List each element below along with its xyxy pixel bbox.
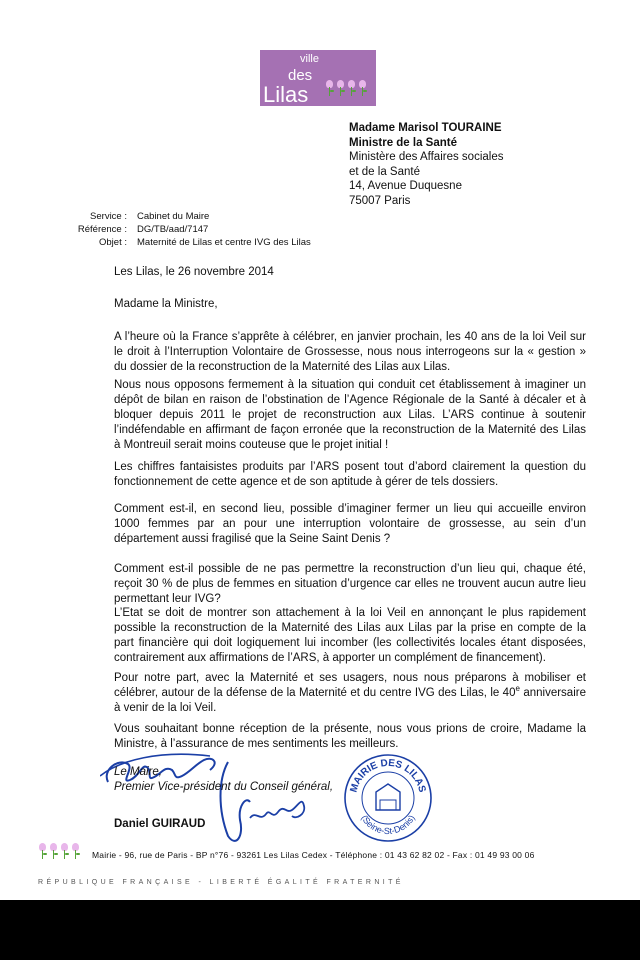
svg-text:MAIRIE DES LILAS <box>348 758 427 794</box>
signer-title-line1: Le Maire, <box>114 766 162 778</box>
body-paragraph: A l’heure où la France s’apprête à célébrer, en janvier prochain, les 40 ans de la loi Veil sur le droit à l’Interruption Volontaire de Grossesse, nous nous interrogeons sur la « gestion » du dossier de la reconstruction de la Maternité des Lilas aux Lilas. <box>114 331 586 373</box>
body-paragraph: Les chiffres fantaisistes produits par l’ARS posent tout d’abord clairement la question du fonctionnement de cette agence et de son aptitude à gérer de tels dossiers. <box>114 461 586 488</box>
official-stamp <box>340 752 436 844</box>
footer-contact: Mairie - 96, rue de Paris - BP n°76 - 93261 Les Lilas Cedex - Téléphone : 01 43 62 82 02 - Fax : 01 49 93 00 06 <box>92 850 535 860</box>
recipient-org-line2: et de la Santé <box>349 165 420 178</box>
recipient-street: 14, Avenue Duquesne <box>349 180 462 192</box>
ordinal-superscript: e <box>515 684 520 694</box>
recipient-address <box>349 121 503 208</box>
closing-paragraph: Vous souhaitant bonne réception de la présente, nous vous prions de croire, Madame la Ministre, à l’assurance de mes sentiments les meilleurs. <box>114 723 586 750</box>
stamp-bottom-text: (Seine-St-Denis) <box>359 813 417 837</box>
reference-value: DG/TB/aad/7147 <box>137 224 209 235</box>
body-paragraph: Comment est-il possible de ne pas permettre la reconstruction d’un lieu qui, chaque été, reçoit 30 % de plus de femmes en situation d’urgence car elles ne trouvent aucun autre lieu permettant leur IVG? <box>114 563 586 605</box>
body-paragraph <box>114 671 586 716</box>
body-paragraph: Nous nous opposons fermement à la situation qui conduit cet établissement à imaginer un dépôt de bilan en raison de l’obstination de l’Agence Régionale de la Santé à décaler et à bloquer depuis 2011 le projet de reconstruction aux Lilas. L’ARS continue à soutenir l’indéfendable en affirmant de façon erronée que la reconstruction de la Maternité des Lilas à Montreuil serait moins couteuse que le projet initial ! <box>114 379 586 451</box>
service-value: Cabinet du Maire <box>137 211 210 222</box>
paragraph-text: Pour notre part, avec la Maternité et ses usagers, nous nous préparons à mobiliser et célébrer, autour de la défense de la Maternité et du centre IVG des Lilas, le 40 <box>114 672 586 699</box>
signer-name: Daniel GUIRAUD <box>114 818 206 830</box>
recipient-title: Ministre de la Santé <box>349 136 458 149</box>
logo-line-lilas: Lilas <box>263 82 309 107</box>
recipient-name: Madame Marisol TOURAINE <box>349 122 502 134</box>
lilac-flower-icon <box>60 843 69 859</box>
letter-date: Les Lilas, le 26 novembre 2014 <box>114 266 274 278</box>
reference-label: Référence : <box>77 224 127 235</box>
logo-line-ville: ville <box>300 53 319 65</box>
svg-text:(Seine-St-Denis) <box>359 813 416 836</box>
paragraph-text: anniversaire à venir de la loi Veil. <box>114 687 586 714</box>
lilac-flower-icon <box>347 80 356 96</box>
lilac-flower-icon <box>38 843 47 859</box>
meta-labels <box>78 210 127 249</box>
signer-title-line2: Premier Vice-président du Conseil général, <box>114 781 334 793</box>
lilac-flower-icon <box>71 843 80 859</box>
logo-line-des: des <box>288 67 313 84</box>
lilac-flower-icon <box>49 843 58 859</box>
recipient-city: 75007 Paris <box>349 194 411 207</box>
objet-value: Maternité de Lilas et centre IVG des Lilas <box>137 237 311 248</box>
body-paragraph: L’Etat se doit de montrer son attachement à la loi Veil en annonçant le plus rapidement possible la reconstruction de la Maternité des Lilas aux Lilas par la prise en compte de la part financière qui doit logiquement lui incomber (les collectivités locales étant disposées, contrairement aux affirmations de l’ARS, à apporter un complément de financement). <box>114 607 586 664</box>
stamp-top-text: MAIRIE DES LILAS <box>348 757 428 794</box>
republic-motto: RÉPUBLIQUE FRANÇAISE - LIBERTÉ ÉGALITÉ FRATERNITÉ <box>38 879 404 886</box>
lilac-flower-icon <box>336 80 345 96</box>
footer-flowers <box>38 843 84 861</box>
lilac-flower-icon <box>325 80 334 96</box>
handwritten-signature <box>100 740 320 850</box>
signer-title <box>114 765 333 795</box>
lilac-flower-icon <box>358 80 367 96</box>
service-label: Service : <box>90 211 127 222</box>
objet-label: Objet : <box>99 237 127 248</box>
recipient-org-line1: Ministère des Affaires sociales <box>349 151 504 163</box>
meta-values <box>137 210 311 249</box>
body-paragraph: Comment est-il, en second lieu, possible d’imaginer fermer un lieu qui accueille environ 1000 femmes par an pour une interruption volontaire de grossesse, au sein d’un département aussi fragilisé que la Seine Saint Denis ? <box>114 503 586 545</box>
salutation: Madame la Ministre, <box>114 298 218 310</box>
